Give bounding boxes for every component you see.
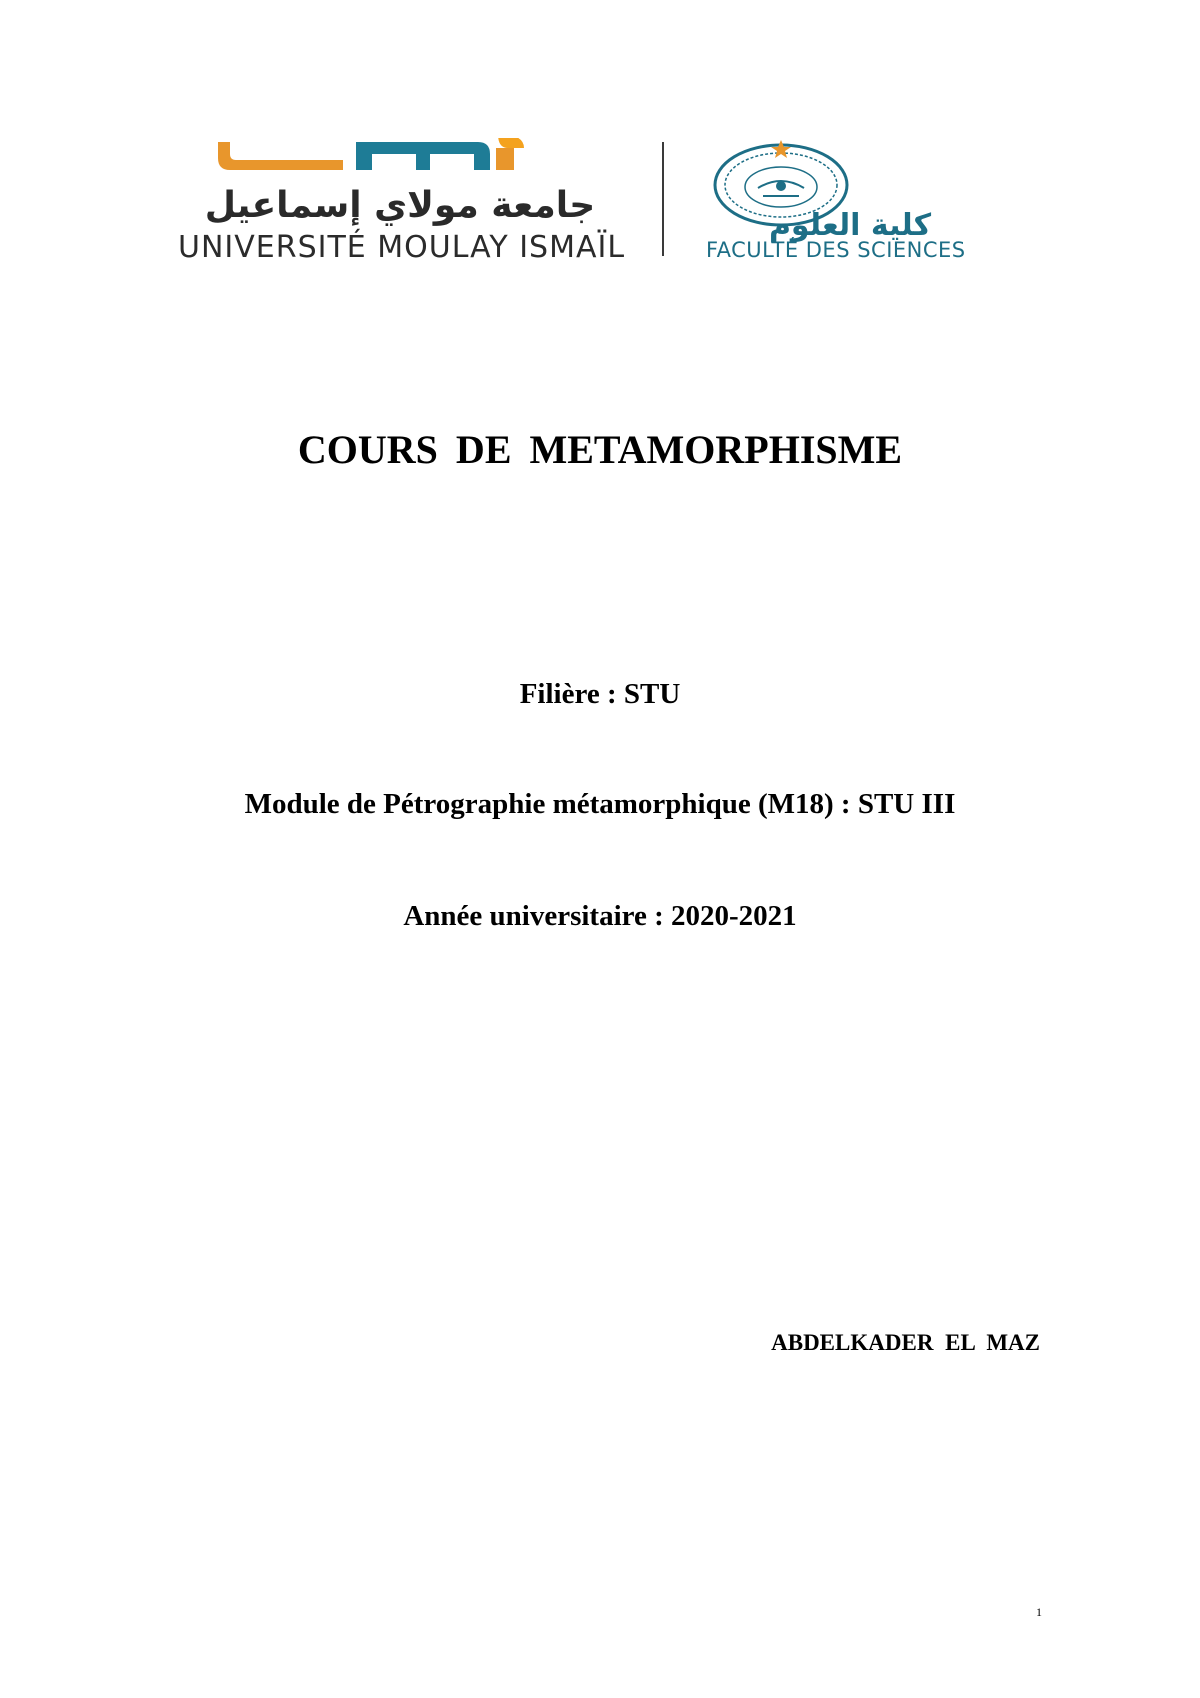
filiere-line: Filière : STU	[519, 678, 681, 710]
academic-year-line: Année universitaire : 2020-2021	[403, 900, 797, 932]
document-title: COURS DE METAMORPHISME	[297, 427, 903, 472]
umi-french-name: UNIVERSITÉ MOULAY ISMAÏL	[178, 230, 626, 265]
umi-arabic-name: جامعة مولاي إسماعيل	[204, 185, 596, 226]
umi-logo-u-shape	[218, 142, 343, 170]
umi-logo-i-stem	[496, 148, 514, 170]
page-number: 1	[1036, 1605, 1042, 1619]
faculty-french-name: FACULTÉ DES SCIENCES	[706, 238, 966, 262]
umi-logo-i-head	[498, 138, 524, 148]
module-line: Module de Pétrographie métamorphique (M18) : STU III	[244, 788, 956, 820]
faculty-arabic-name: كلية العلوم	[768, 208, 932, 243]
logo-divider	[662, 142, 664, 256]
author-name: ABDELKADER EL MAZ	[771, 1330, 1040, 1355]
umi-logo-m-shape	[356, 142, 490, 170]
